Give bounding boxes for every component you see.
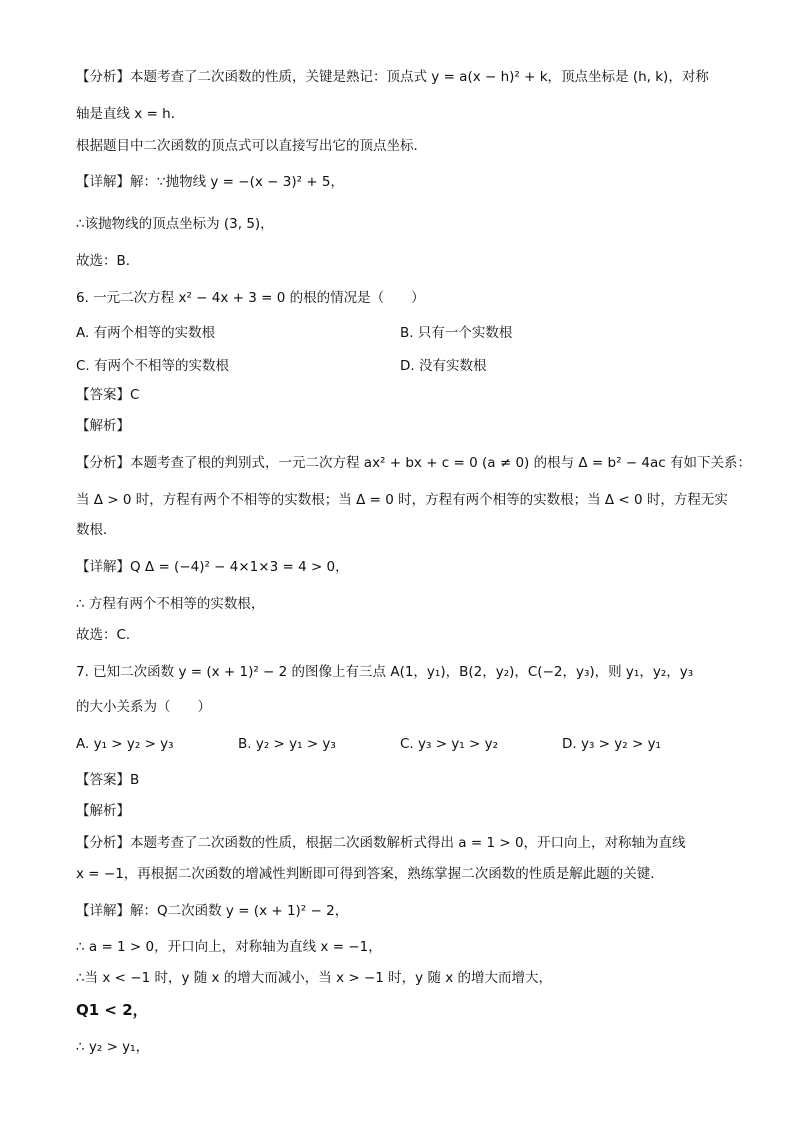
analysis-note: 根据题目中二次函数的顶点式可以直接写出它的顶点坐标． [76,138,427,154]
solution-parabola: 【详解】解：∵抛物线 y = −(x − 3)² + 5， [76,174,344,190]
analysis-vertex-form: 【分析】本题考查了二次函数的性质，关键是熟记：顶点式 y = a(x − h)² + k，顶点坐标是 (h, k)，对称 [76,69,709,85]
solution-vertex: ∴该抛物线的顶点坐标为 (3, 5)， [76,216,274,232]
q7-monotonicity: ∴当 x < −1 时，y 随 x 的增大而减小，当 x > −1 时，y 随 x 的增大而增大， [76,970,553,986]
q6-solution: 【详解】Q Δ = (−4)² − 4×1×3 = 4 > 0， [76,559,349,575]
answer-choice: 故选：B． [76,253,140,269]
q6-analysis: 【分析】本题考查了根的判别式，一元二次方程 ax² + bx + c = 0 (a ≠ 0) 的根与 Δ = b² − 4ac 有如下关系： [76,455,751,471]
q7-comparison: Q1 < 2， [76,1001,148,1019]
q7-option-c: C. y₃ > y₁ > y₂ [400,736,499,752]
q6-option-d: D. 没有实数根 [400,358,487,374]
q6-option-b: B. 只有一个实数根 [400,325,513,341]
q7-solution: 【详解】解：Q二次函数 y = (x + 1)² − 2， [76,903,349,919]
q7-result: ∴ y₂ > y₁， [76,1039,150,1055]
q6-option-c: C. 有两个不相等的实数根 [76,358,230,374]
q7-answer: 【答案】B [76,772,140,788]
q7-opening-up: ∴ a = 1 > 0，开口向上，对称轴为直线 x = −1， [76,939,382,955]
q7-option-a: A. y₁ > y₂ > y₃ [76,736,174,752]
q7-explanation-heading: 【解析】 [76,803,130,819]
q7-option-b: B. y₂ > y₁ > y₃ [238,736,336,752]
q6-conclusion: ∴ 方程有两个不相等的实数根， [76,596,265,612]
axis-of-symmetry: 轴是直线 x = h． [76,106,185,122]
question-6: 6. 一元二次方程 x² − 4x + 3 = 0 的根的情况是（ ） [76,290,425,306]
question-7: 7. 已知二次函数 y = (x + 1)² − 2 的图像上有三点 A(1，y₁)，B(2，y₂)，C(−2，y₃)，则 y₁，y₂，y₃ [76,664,694,680]
q6-choice: 故选：C． [76,627,140,643]
q6-option-a: A. 有两个相等的实数根 [76,325,216,341]
q7-analysis-end: x = −1，再根据二次函数的增减性判断即可得到答案，熟练掌握二次函数的性质是解此题的关键． [76,866,664,882]
q6-discriminant-rule: 当 Δ > 0 时，方程有两个不相等的实数根；当 Δ = 0 时，方程有两个相等的实数根；当 Δ < 0 时，方程无实 [76,492,728,508]
q7-analysis: 【分析】本题考查了二次函数的性质，根据二次函数解析式得出 a = 1 > 0，开口向上，对称轴为直线 [76,835,686,851]
q7-option-d: D. y₃ > y₂ > y₁ [562,736,661,752]
q6-answer: 【答案】C [76,387,140,403]
q6-discriminant-rule-end: 数根． [76,522,117,538]
q6-explanation-heading: 【解析】 [76,418,130,434]
question-7-end: 的大小关系为（ ） [76,699,211,715]
